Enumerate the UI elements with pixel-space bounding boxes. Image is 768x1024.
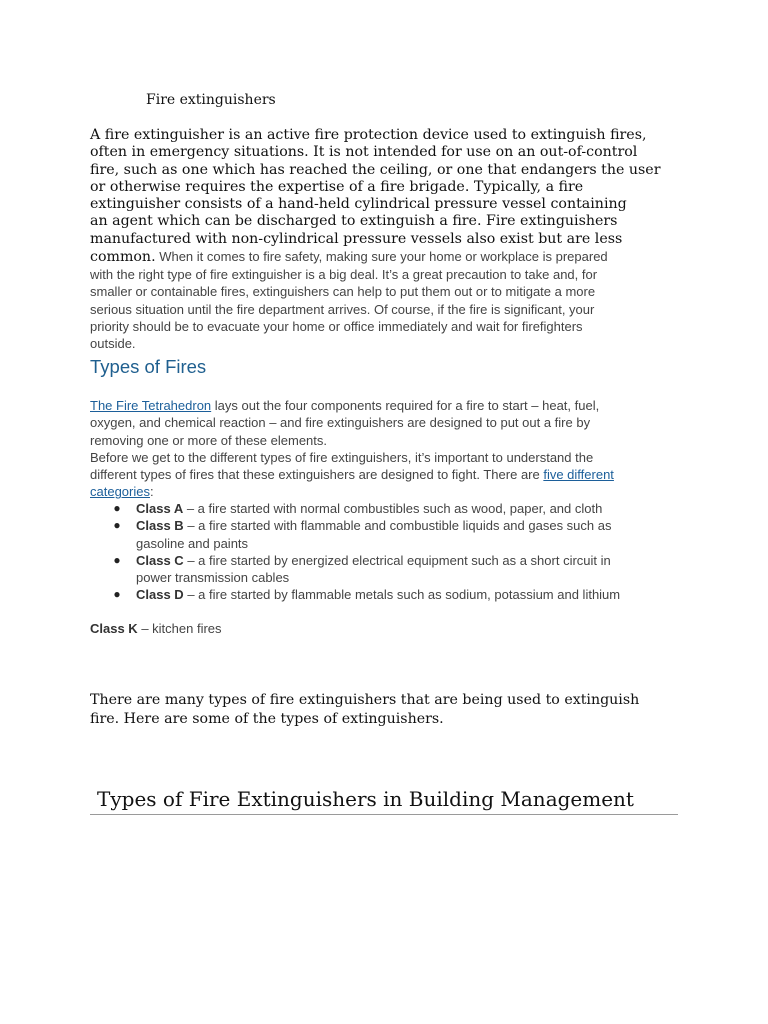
intro-line: extinguisher consists of a hand-held cylindrical pressure vessel containing — [90, 196, 627, 213]
tetra-line: removing one or more of these elements. — [90, 432, 328, 448]
bullet-icon: ● — [113, 587, 121, 602]
class-k-label: Class K — [90, 621, 138, 636]
intro-line: A fire extinguisher is an active fire protection device used to extinguish fires, — [90, 127, 647, 143]
safety-line: serious situation until the fire department arrives. Of course, if the fire is significant, your — [90, 301, 595, 317]
list-item — [112, 517, 712, 552]
class-description: – a fire started by flammable metals such as sodium, potassium and lithium — [183, 587, 621, 603]
tetrahedron-paragraph — [90, 397, 690, 501]
class-label: Class A — [136, 501, 184, 516]
intro-line: often in emergency situations. It is not intended for use on an out-of-control — [90, 144, 638, 161]
tetra-line6-text: : — [149, 484, 154, 500]
tetra-line — [90, 397, 690, 414]
bullet-icon: ● — [113, 501, 121, 515]
tetra-line — [90, 483, 690, 500]
heading-underline-divider — [90, 814, 678, 815]
tetra-line — [90, 466, 690, 483]
tetra-line: Before we get to the different types of fire extinguishers, it’s important to understand the — [90, 449, 594, 465]
list-item — [112, 500, 712, 517]
bullet-icon: ● — [113, 552, 121, 567]
para2-line: There are many types of fire extinguishers that are being used to extinguish — [90, 692, 640, 708]
tetra-line1-text: lays out the four components required for a fire to start – heat, fuel, — [211, 398, 600, 413]
tetra-line5-text: different types of fires that these extinguishers are designed to fight. There are — [90, 467, 544, 483]
fire-class-list — [112, 500, 712, 604]
class-k-line — [90, 621, 222, 636]
intro-common-word: common. — [90, 249, 156, 266]
class-description: gasoline and paints — [136, 535, 249, 551]
safety-paragraph — [90, 266, 690, 352]
class-k-text: – kitchen fires — [137, 621, 222, 636]
class-description: – a fire started by energized electrical equipment such as a short circuit in — [183, 552, 611, 568]
safety-line: smaller or containable fires, extinguishers can help to put them out or to mitigate a more — [90, 284, 596, 300]
tetra-line: oxygen, and chemical reaction – and fire extinguishers are designed to put out a fire by — [90, 415, 591, 431]
intro-mixed-line — [90, 248, 690, 266]
intro-paragraph — [90, 127, 690, 266]
list-item — [112, 552, 712, 587]
safety-line: with the right type of fire extinguisher is a big deal. It’s a great precaution to take and, for — [90, 267, 598, 282]
intro-line: manufactured with non-cylindrical pressure vessels also exist but are less — [90, 230, 623, 247]
class-description: power transmission cables — [136, 570, 290, 586]
five-categories-link[interactable]: five different — [543, 467, 614, 483]
intro-safety-text: When it comes to fire safety, making sure your home or workplace is prepared — [155, 249, 608, 265]
class-label: Class B — [136, 518, 184, 534]
document-title: Fire extinguishers — [146, 92, 276, 108]
categories-link[interactable]: categories — [90, 484, 150, 500]
para2-line: fire. Here are some of the types of extinguishers. — [90, 711, 444, 727]
class-label: Class D — [136, 587, 184, 603]
intro-line: an agent which can be discharged to extinguish a fire. Fire extinguishers — [90, 213, 618, 230]
types-of-fires-heading: Types of Fires — [90, 356, 207, 377]
safety-line: priority should be to evacuate your home or office immediately and wait for firefighters — [90, 318, 583, 334]
bullet-icon: ● — [113, 518, 121, 533]
fire-tetrahedron-link[interactable]: The Fire Tetrahedron — [90, 398, 212, 413]
extinguisher-intro-paragraph — [90, 691, 710, 729]
class-description: – a fire started with normal combustibles such as wood, paper, and cloth — [183, 501, 603, 516]
safety-line: outside. — [90, 336, 136, 352]
intro-line: fire, such as one which has reached the ceiling, or one that endangers the user — [90, 161, 661, 178]
list-item — [112, 586, 712, 603]
intro-line: or otherwise requires the expertise of a fire brigade. Typically, a fire — [90, 178, 584, 195]
class-description: – a fire started with flammable and combustible liquids and gases such as — [183, 518, 612, 534]
extinguishers-heading: Types of Fire Extinguishers in Building Management — [97, 787, 634, 811]
class-label: Class C — [136, 552, 184, 568]
